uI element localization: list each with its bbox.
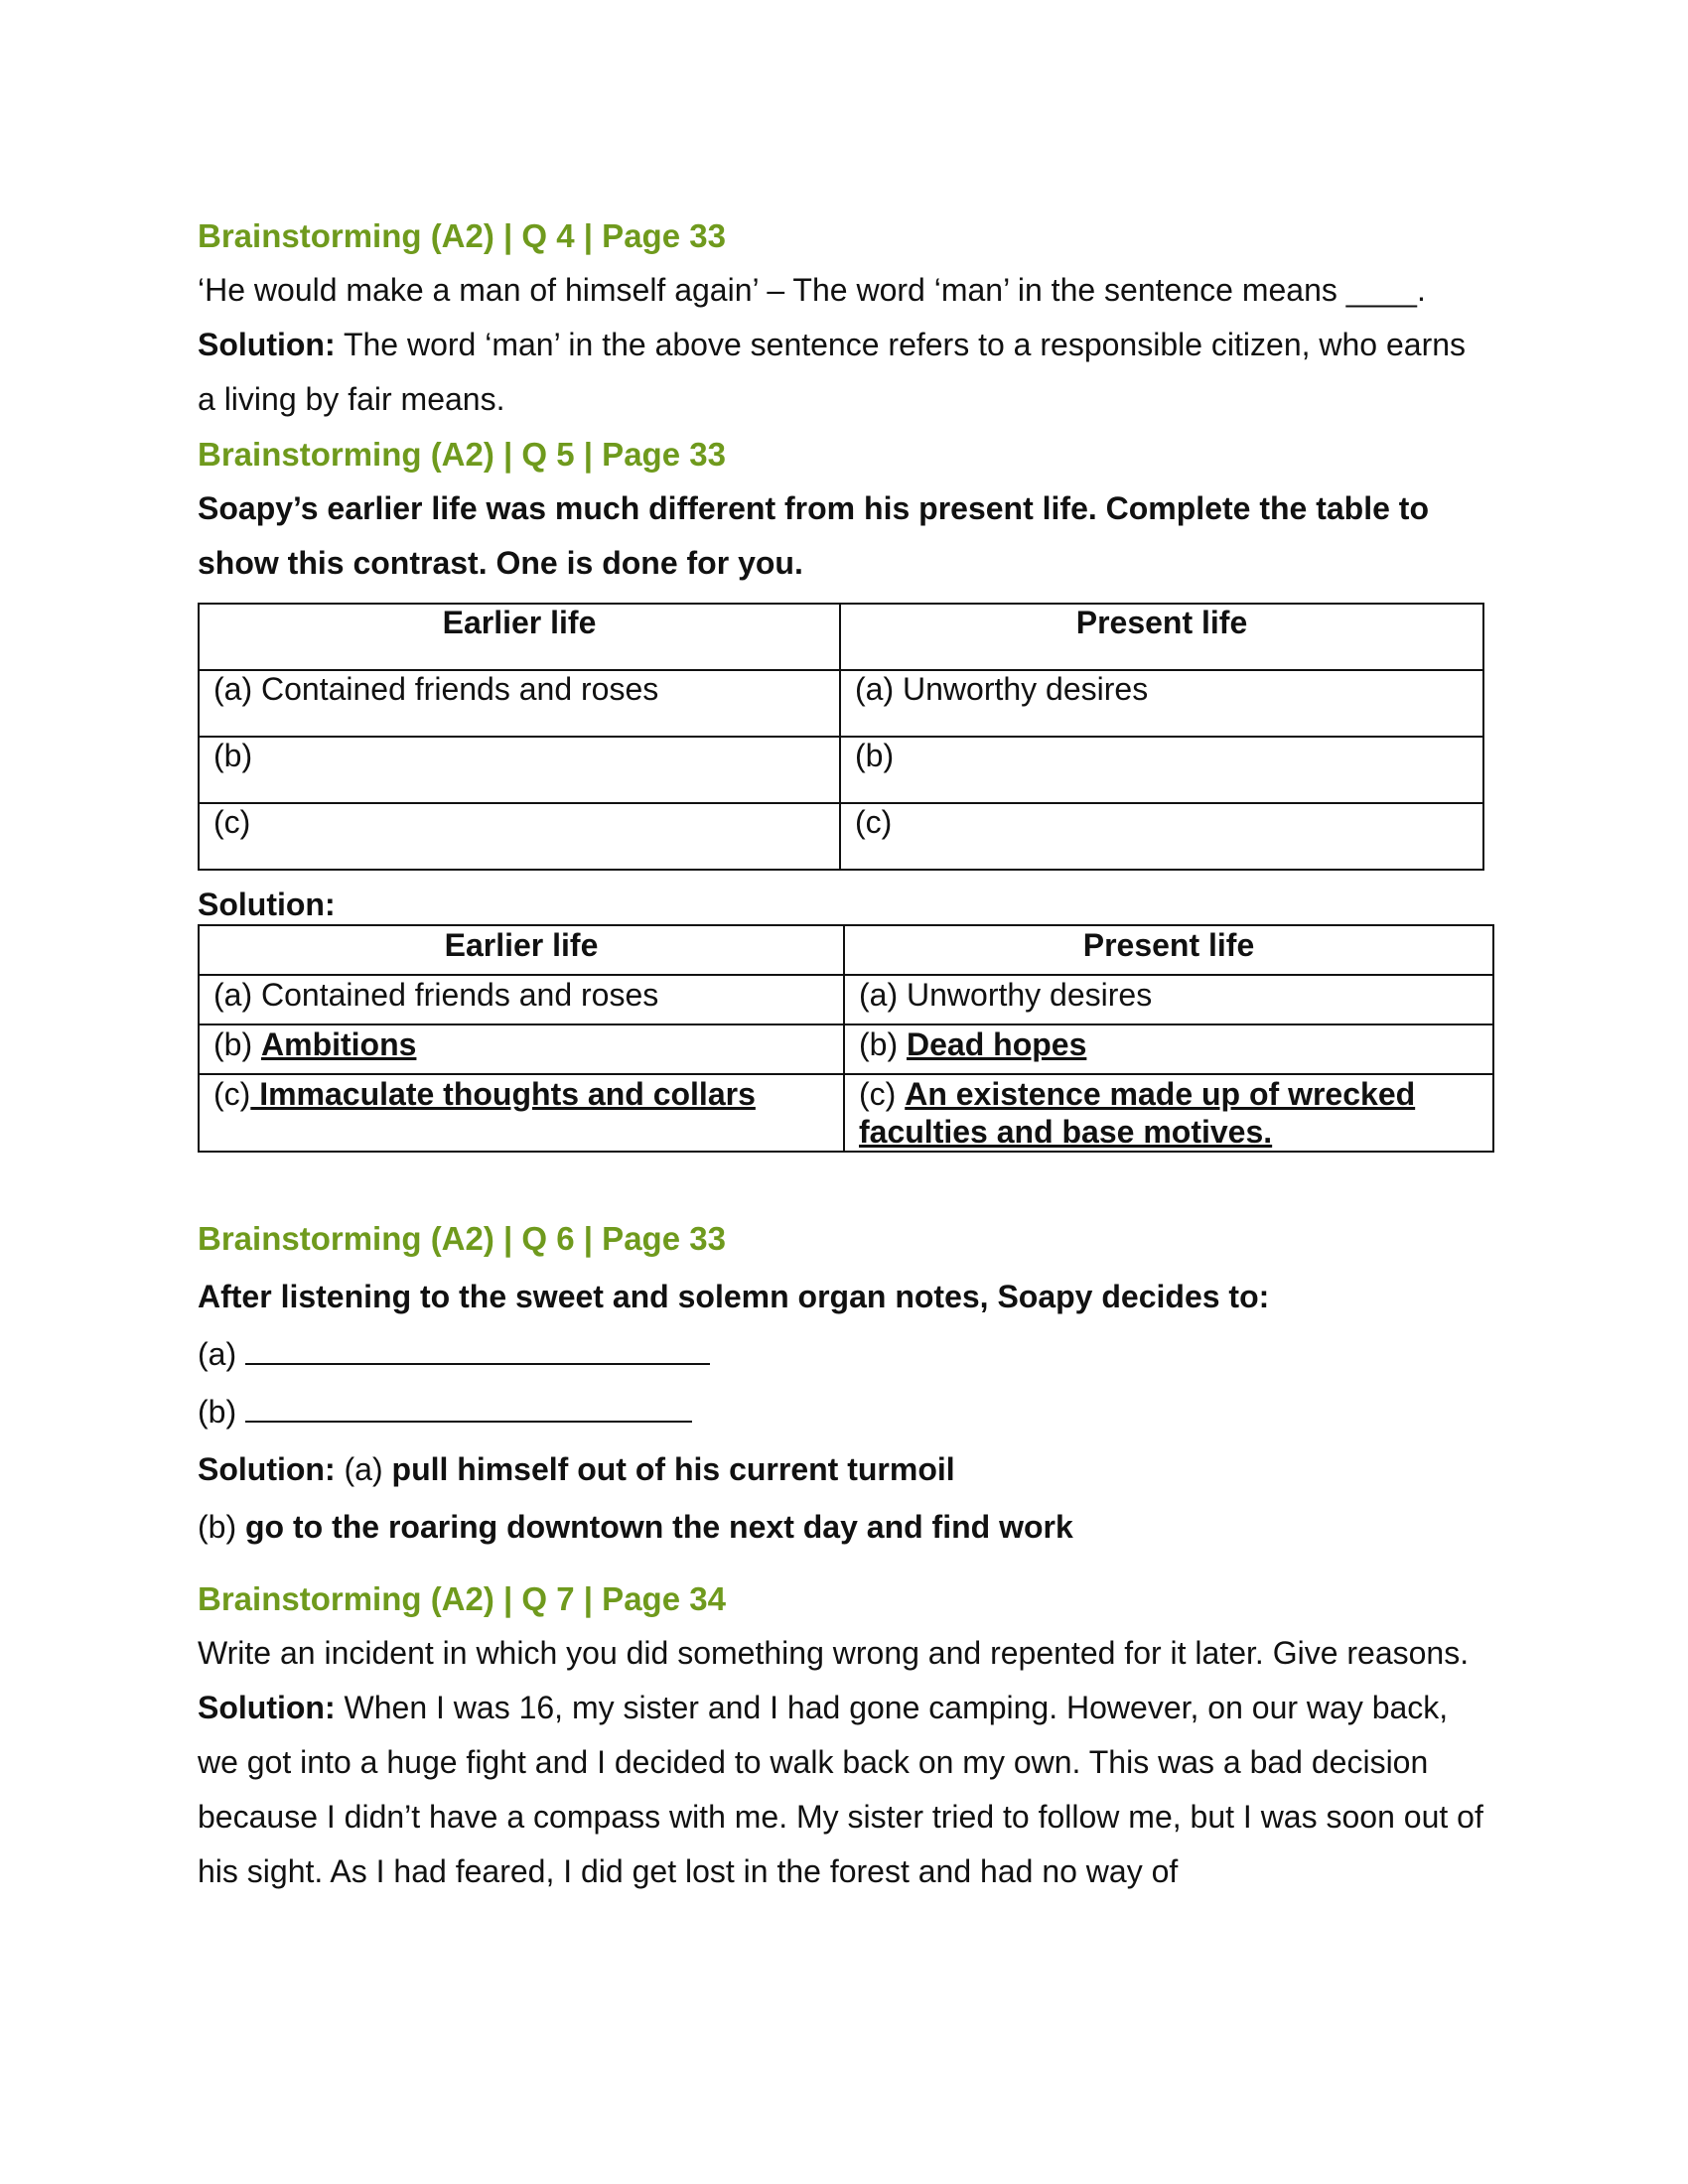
table-row — [199, 803, 1483, 870]
q6-blank-b — [198, 1383, 1488, 1440]
q4-solution-label: Solution: — [198, 327, 336, 362]
table-header-row — [199, 925, 1493, 975]
q7-heading: Brainstorming (A2) | Q 7 | Page 34 — [198, 1580, 726, 1617]
q6-solution-b — [198, 1498, 1488, 1556]
answer-blank-line — [245, 1335, 710, 1365]
table-cell: (b) — [840, 737, 1483, 803]
cell-prefix: (b) — [859, 1026, 907, 1062]
cell-answer: Dead hopes — [907, 1026, 1087, 1062]
q4-heading: Brainstorming (A2) | Q 4 | Page 33 — [198, 217, 726, 254]
cell-prefix: (a) Unworthy desires — [859, 977, 1153, 1013]
q6-blank-a — [198, 1325, 1488, 1383]
table-header-present: Present life — [840, 604, 1483, 670]
q7-solution-label: Solution: — [198, 1690, 336, 1725]
solution-answer: pull himself out of his current turmoil — [391, 1451, 955, 1487]
q6-solution-label: Solution: — [198, 1451, 336, 1487]
table-cell — [844, 975, 1493, 1024]
table-row — [199, 670, 1483, 737]
q5-solution-table — [198, 924, 1494, 1153]
cell-prefix: (b) — [213, 1026, 261, 1062]
q7-solution — [198, 1681, 1488, 1899]
table-cell — [844, 1074, 1493, 1152]
cell-answer: Immaculate thoughts and collars — [250, 1076, 756, 1112]
q7-solution-text: When I was 16, my sister and I had gone camping. However, on our way back, we got into a huge fight and I decided to walk back on my own. This was a bad decision because I didn’t have a compass with me. My sister tried to follow me, but I was soon out of his sight. As I had feared, I did get lost in the forest and had no way of — [198, 1690, 1483, 1889]
q4-question: ‘He would make a man of himself again’ – The word ‘man’ in the sentence means ____. — [198, 272, 1426, 308]
table-cell — [199, 1024, 844, 1074]
q5-heading: Brainstorming (A2) | Q 5 | Page 33 — [198, 436, 726, 473]
table-cell: (c) — [840, 803, 1483, 870]
table-header-row — [199, 604, 1483, 670]
table-cell — [199, 975, 844, 1024]
table-row — [199, 975, 1493, 1024]
q4-solution — [198, 318, 1488, 427]
q5-question-table — [198, 603, 1484, 871]
cell-answer: Ambitions — [261, 1026, 417, 1062]
q6-heading: Brainstorming (A2) | Q 6 | Page 33 — [198, 1220, 726, 1257]
table-row — [199, 737, 1483, 803]
blank-label: (b) — [198, 1394, 237, 1430]
q6-solution-a — [198, 1440, 1488, 1498]
q5-solution-label: Solution: — [198, 887, 336, 922]
cell-answer: An existence made up of wrecked faculties and base motives. — [859, 1076, 1416, 1150]
solution-prefix: (a) — [335, 1451, 392, 1487]
table-row — [199, 1074, 1493, 1152]
table-header-earlier: Earlier life — [199, 604, 840, 670]
table-header-present: Present life — [844, 925, 1493, 975]
blank-label: (a) — [198, 1336, 237, 1372]
q7-question: Write an incident in which you did something wrong and repented for it later. Give reasons. — [198, 1635, 1470, 1671]
table-row — [199, 1024, 1493, 1074]
cell-prefix: (c) — [859, 1076, 906, 1112]
q6-question: After listening to the sweet and solemn organ notes, Soapy decides to: — [198, 1279, 1270, 1314]
table-cell — [844, 1024, 1493, 1074]
table-cell: (b) — [199, 737, 840, 803]
solution-answer: go to the roaring downtown the next day and find work — [245, 1509, 1073, 1545]
table-header-earlier: Earlier life — [199, 925, 844, 975]
answer-blank-line — [245, 1393, 692, 1423]
table-cell: (c) — [199, 803, 840, 870]
q4-solution-text: The word ‘man’ in the above sentence refers to a responsible citizen, who earns a living by fair means. — [198, 327, 1467, 417]
table-cell: (a) Contained friends and roses — [199, 670, 840, 737]
table-cell — [199, 1074, 844, 1152]
document-page — [198, 208, 1488, 1899]
cell-prefix: (a) Contained friends and roses — [213, 977, 659, 1013]
cell-prefix: (c) — [213, 1076, 251, 1112]
table-cell: (a) Unworthy desires — [840, 670, 1483, 737]
solution-prefix: (b) — [198, 1509, 245, 1545]
q5-question: Soapy’s earlier life was much different from his present life. Complete the table to show this contrast. One is done for you. — [198, 490, 1429, 581]
